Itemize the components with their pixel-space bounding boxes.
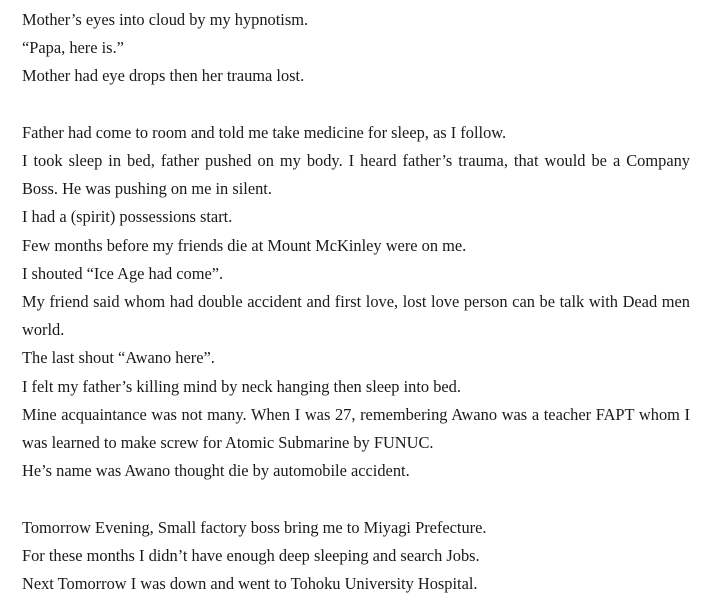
text-line: Next Tomorrow I was down and went to Tohoku University Hospital. xyxy=(22,574,478,594)
text-line: Mother had eye drops then her trauma lost. xyxy=(22,66,305,86)
document-body xyxy=(22,6,690,598)
text-line: Few months before my friends die at Mount McKinley were on me. xyxy=(22,235,467,255)
text-line: He’s name was Awano thought die by automobile accident. xyxy=(22,461,410,481)
text-line: Mine acquaintance was not many. When I was 27, remembering Awano was a teacher FAPT whom I was learned to make screw for Atomic Submarine by FUNUC. xyxy=(22,404,690,453)
paragraph-2 xyxy=(22,119,690,486)
text-line: The last shout “Awano here”. xyxy=(22,348,215,368)
text-line: “Papa, here is.” xyxy=(22,38,124,58)
text-line: My friend said whom had double accident and first love, lost love person can be talk with Dead men world. xyxy=(22,292,690,340)
text-line: Tomorrow Evening, Small factory boss bring me to Miyagi Prefecture. xyxy=(22,517,487,537)
paragraph-1 xyxy=(22,6,690,91)
text-line: I shouted “Ice Age had come”. xyxy=(22,263,224,283)
paragraph-3 xyxy=(22,514,690,599)
text-line: Father had come to room and told me take medicine for sleep, as I follow. xyxy=(22,122,507,142)
text-line: I took sleep in bed, father pushed on my body. I heard father’s trauma, that would be a Company Boss. He was pushing on me in silent. xyxy=(22,151,690,199)
text-line: Mother’s eyes into cloud by my hypnotism. xyxy=(22,10,309,29)
text-line: For these months I didn’t have enough deep sleeping and search Jobs. xyxy=(22,545,480,565)
text-line: I felt my father’s killing mind by neck hanging then sleep into bed. xyxy=(22,376,461,396)
text-line: I had a (spirit) possessions start. xyxy=(22,207,233,227)
